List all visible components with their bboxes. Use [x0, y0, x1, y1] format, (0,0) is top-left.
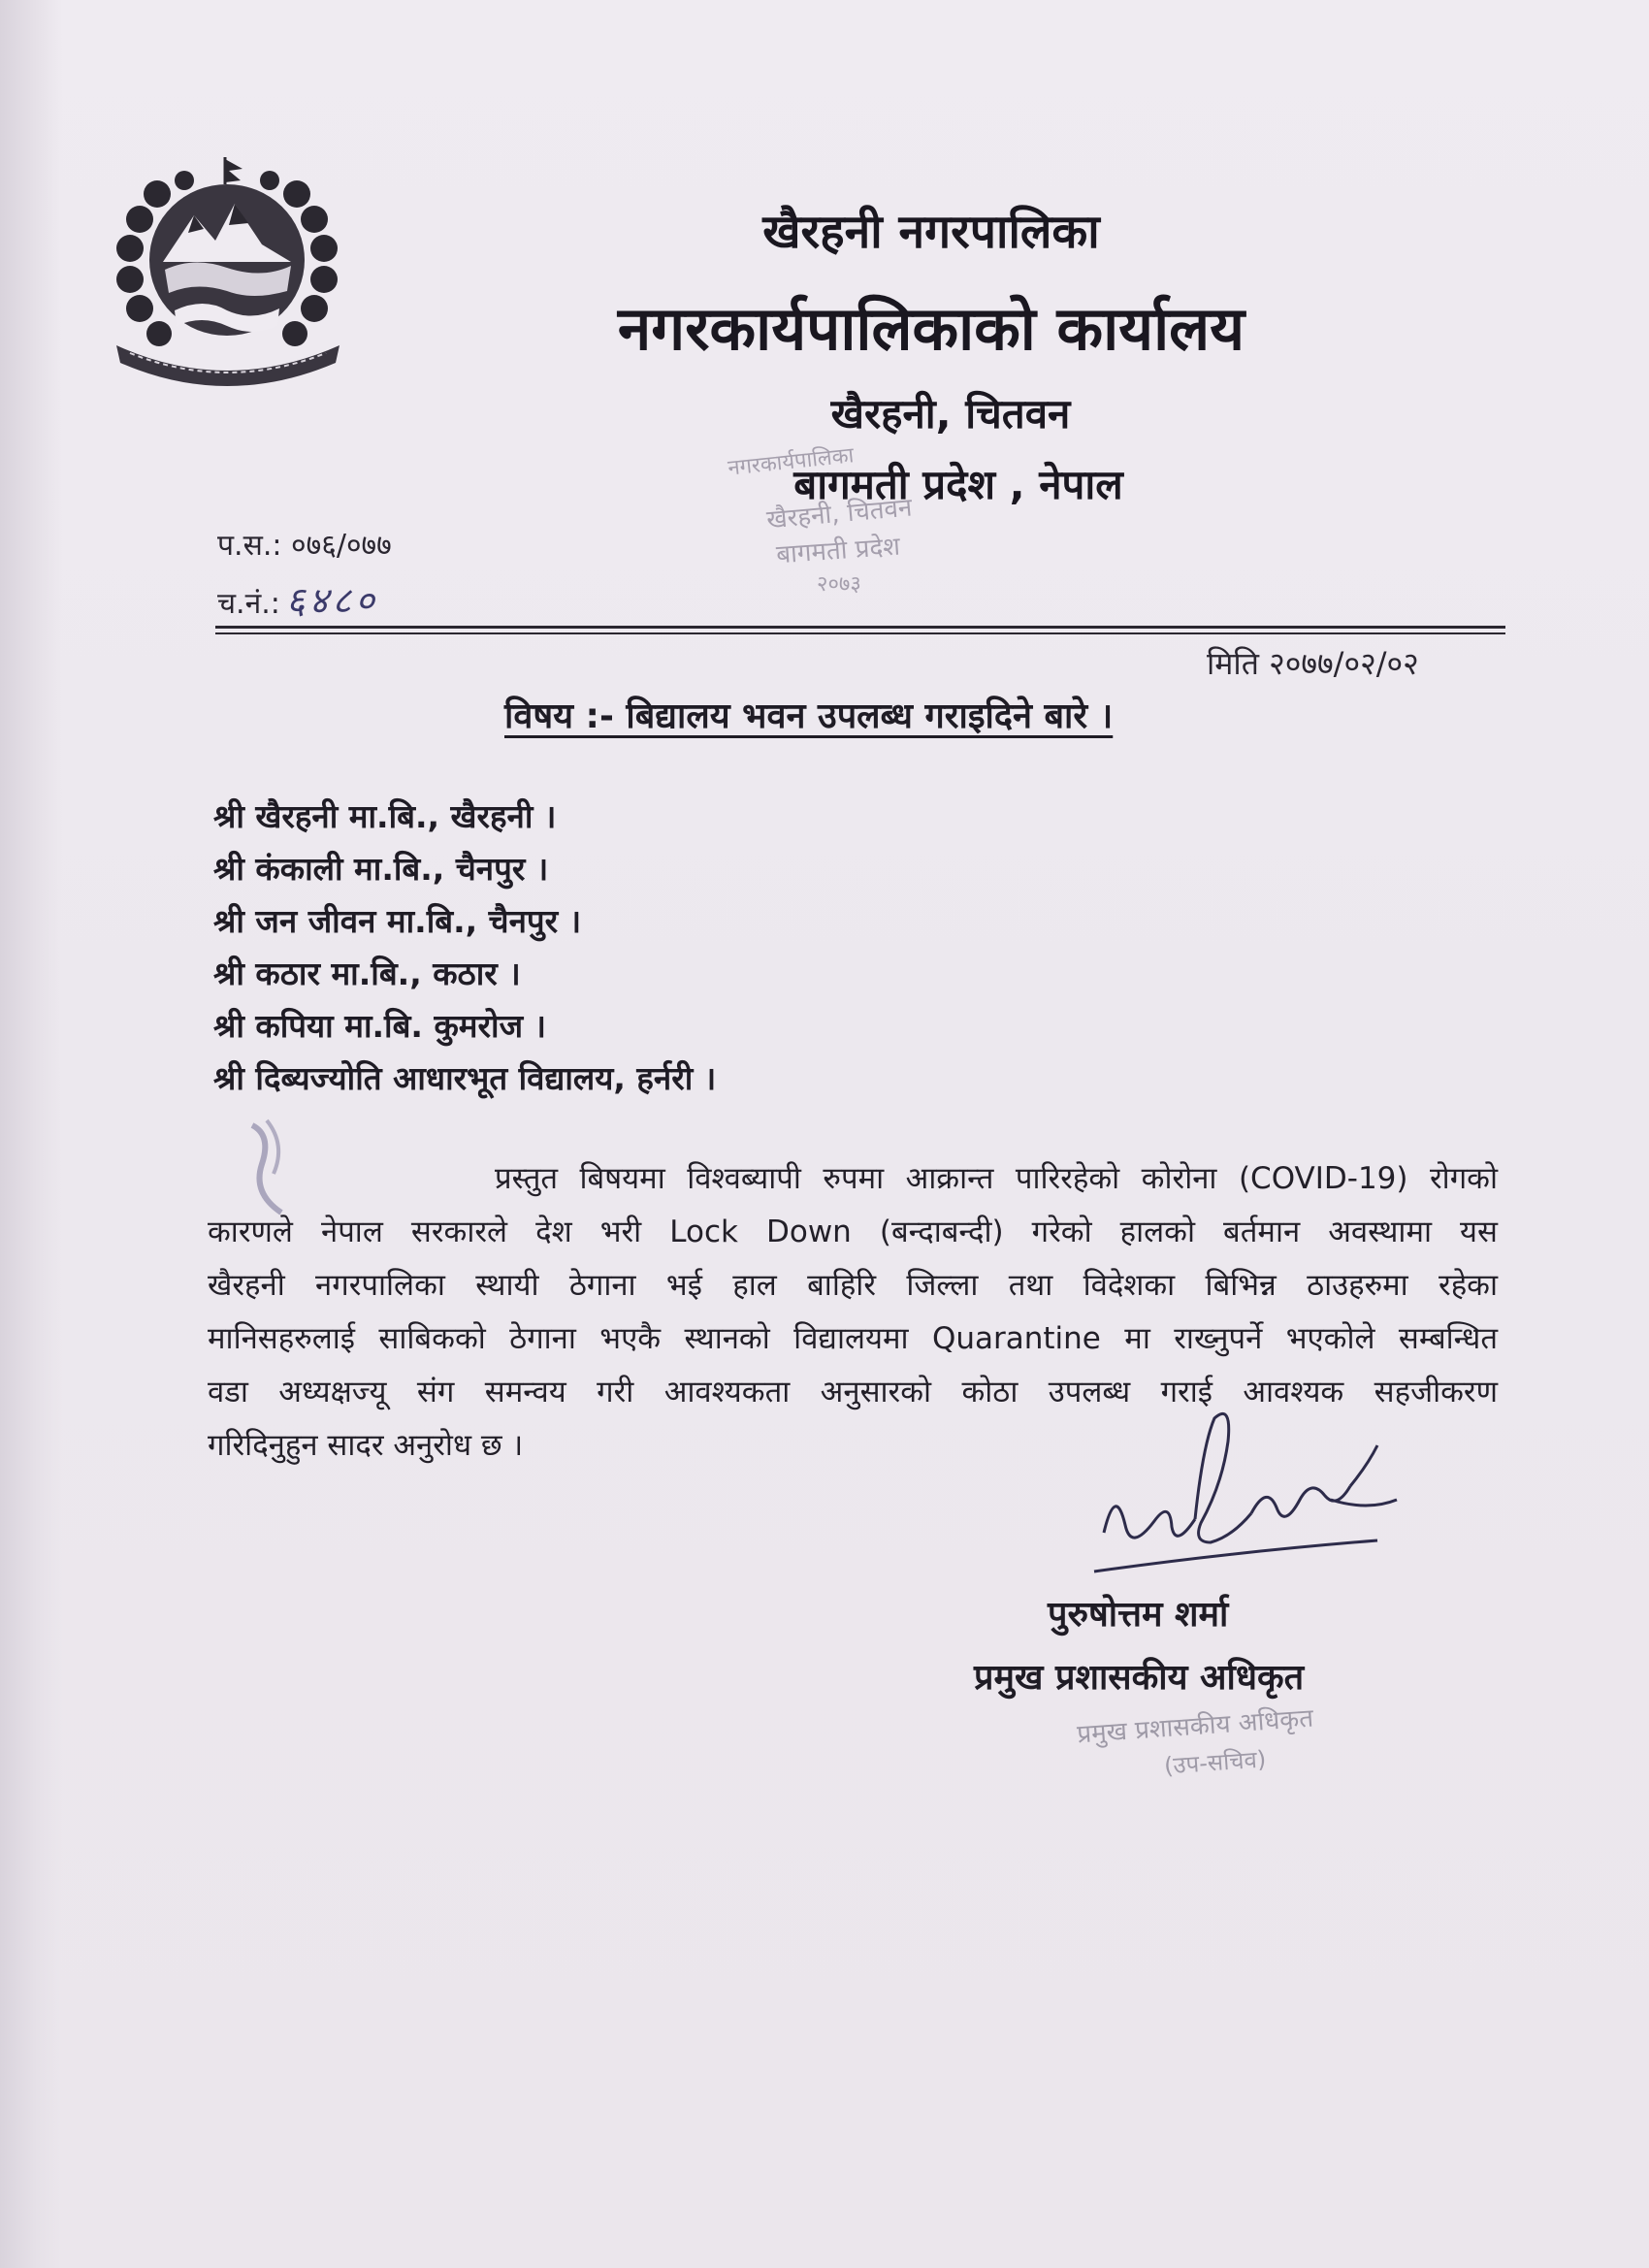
municipality-name: खैरहनी नगरपालिका — [762, 205, 1100, 259]
body-paragraph-line — [495, 1157, 1498, 1198]
stamp-line: नगरकार्यपालिका — [727, 443, 856, 481]
scan-edge-shadow — [0, 0, 62, 2268]
body-line: प्रस्तुत बिषयमा विश्वब्यापी रुपमा आक्रान्त पारिरहेको कोरोना (COVID-19) रोगको — [495, 1161, 1498, 1196]
letter-date: मिति २०७७/०२/०२ — [1207, 645, 1419, 682]
recipient-item: श्री कपिया मा.बि. कुमरोज । — [213, 1007, 547, 1045]
body-line: खैरहनी नगरपालिका स्थायी ठेगाना भई हाल बाहिरि जिल्ला तथा विदेशका बिभिन्न ठाउहरुमा रहेका — [208, 1268, 1498, 1303]
body-line: मानिसहरुलाई साबिकको ठेगाना भएकै स्थानको विद्यालयमा Quarantine मा राख्नुपर्ने भएकोले सम्बन्धित — [208, 1321, 1498, 1356]
dispatch-label: च.नं.: — [217, 587, 280, 621]
body-line: वडा अध्यक्षज्यू संग समन्वय गरी आवश्यकता अनुसारको कोठा उपलब्ध गराई आवश्यक सहजीकरण — [208, 1375, 1498, 1409]
recipient-item: श्री कंकाली मा.बि., चैनपुर । — [213, 850, 549, 888]
header-divider — [215, 626, 1505, 629]
dispatch-number: ६४८० — [285, 579, 378, 622]
designation-stamp: प्रमुख प्रशासकीय अधिकृत — [1076, 1703, 1314, 1750]
recipient-item: श्री कठार मा.बि., कठार । — [213, 955, 521, 992]
handwritten-signature — [1086, 1407, 1416, 1591]
recipient-item: श्री जन जीवन मा.बि., चैनपुर । — [213, 902, 582, 940]
nepal-emblem-icon — [107, 155, 349, 388]
stamp-line: बागमती प्रदेश — [775, 532, 901, 570]
body-line: कारणले नेपाल सरकारले देश भरी Lock Down (बन्दाबन्दी) गरेको हालको बर्तमान अवस्थामा यस — [208, 1215, 1498, 1249]
recipient-item: श्री दिब्यज्योति आधारभूत विद्यालय, हर्नरी । — [213, 1059, 717, 1097]
recipient-item: श्री खैरहनी मा.बि., खैरहनी । — [213, 797, 557, 835]
stamp-line: खैरहनी, चितवन — [765, 493, 914, 535]
signatory-title: प्रमुख प्रशासकीय अधिकृत — [974, 1658, 1305, 1698]
body-line: गरिदिनुहुन सादर अनुरोध छ । — [208, 1428, 524, 1463]
letter-subject: विषय :- बिद्यालय भवन उपलब्ध गराइदिने बारे । — [504, 697, 1114, 736]
office-name: नगरकार्यपालिकाको कार्यालय — [617, 293, 1245, 364]
office-stamp — [689, 437, 941, 611]
dispatch-reference — [217, 574, 378, 625]
header-divider — [215, 632, 1505, 634]
designation-stamp-rank: (उप-सचिव) — [1163, 1745, 1268, 1780]
fiscal-year-reference: प.स.: ०७६/०७७ — [217, 529, 392, 563]
stamp-line: २०७३ — [817, 572, 861, 597]
office-province: बागमती प्रदेश , नेपाल — [793, 461, 1123, 508]
office-location: खैरहनी, चितवन — [830, 390, 1071, 437]
signatory-name: पुरुषोत्तम शर्मा — [1048, 1595, 1229, 1635]
ink-smudge — [213, 1106, 320, 1222]
